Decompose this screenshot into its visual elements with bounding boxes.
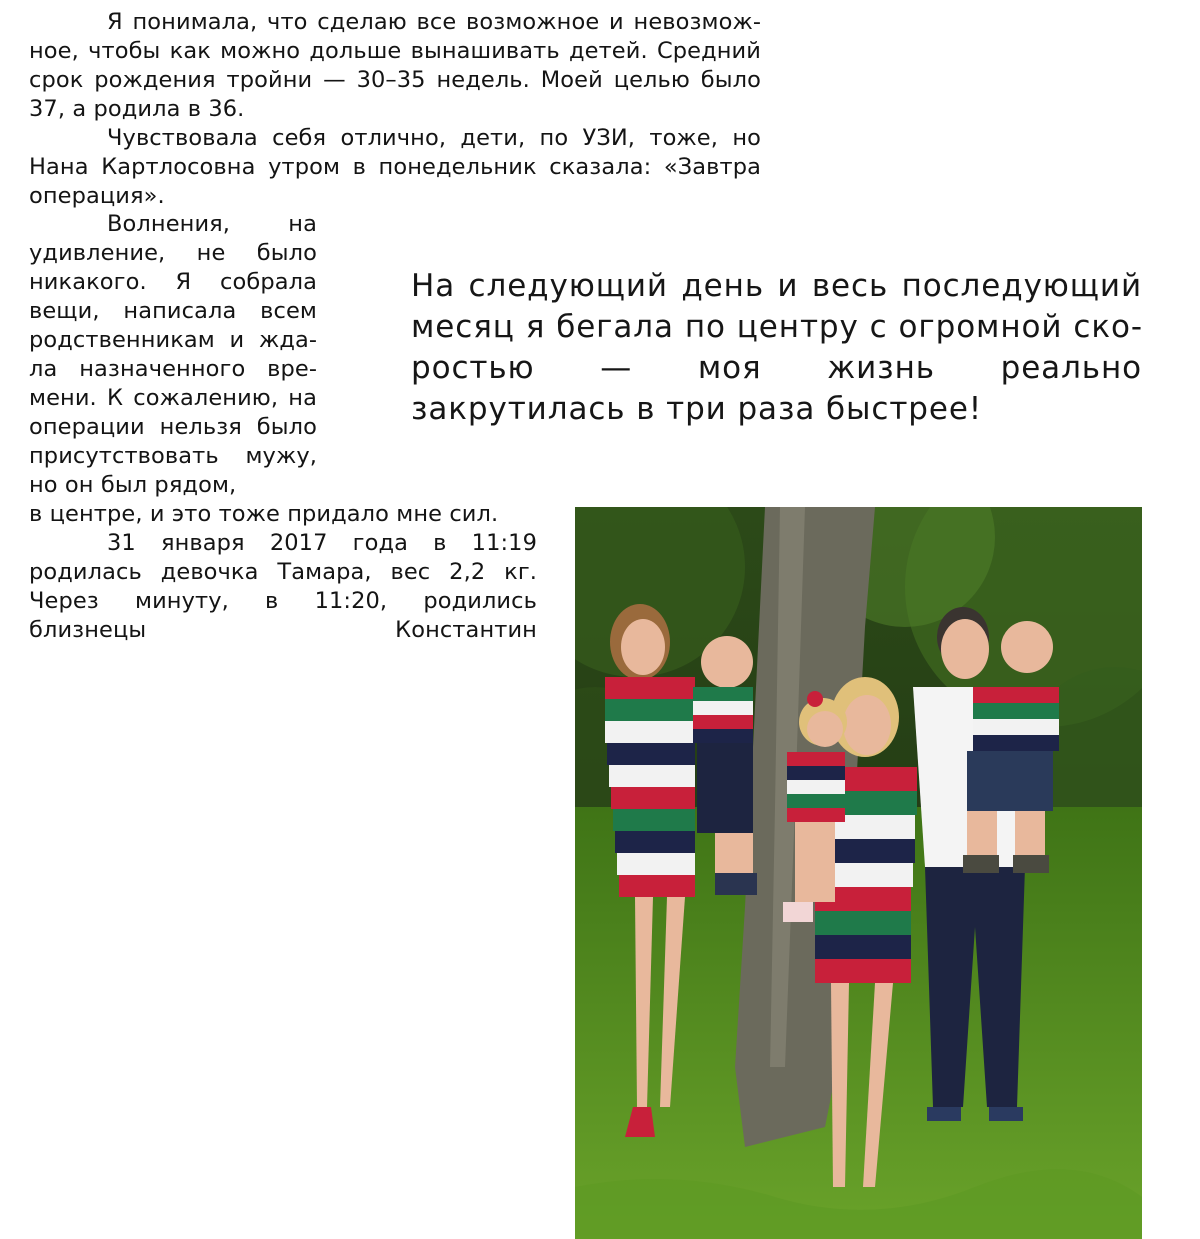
pull-quote: На следующий день и весь последующий месяц я бегала по центру с огромной скоростью — моя жизнь реально закрутилась в три раза быстрее!	[411, 268, 1142, 427]
paragraph: Волнения, на удивление, не было никакого. Я собрала вещи, написала всем родственникам и ждала назначенного времени. К сожалению, на операции нельзя было присутствовать мужу, но он был рядом,	[29, 211, 317, 498]
article-text-top	[29, 8, 761, 211]
paragraph-continuation: в центре, и это тоже придало мне сил.	[29, 501, 499, 527]
article-text-narrow	[29, 210, 317, 500]
family-photo	[575, 507, 1142, 1239]
paragraph: Я понимала, что сделаю все возможное и невозможное, чтобы как можно дольше вынашивать детей. Средний срок рождения тройни — 30–35 недель. Моей целью было 37, а родила в 36.	[29, 9, 761, 122]
paragraph: Чувствовала себя отлично, дети, по УЗИ, тоже, но Нана Картлосовна утром в понедельник сказала: «Завтра операция».	[29, 125, 761, 209]
family-photo-illustration	[575, 507, 1142, 1239]
paragraph: 31 января 2017 года в 11:19 родилась девочка Тамара, вес 2,2 кг. Через минуту, в 11:20, родились близнецы Константин	[29, 530, 537, 643]
article-text-middle	[29, 500, 537, 645]
